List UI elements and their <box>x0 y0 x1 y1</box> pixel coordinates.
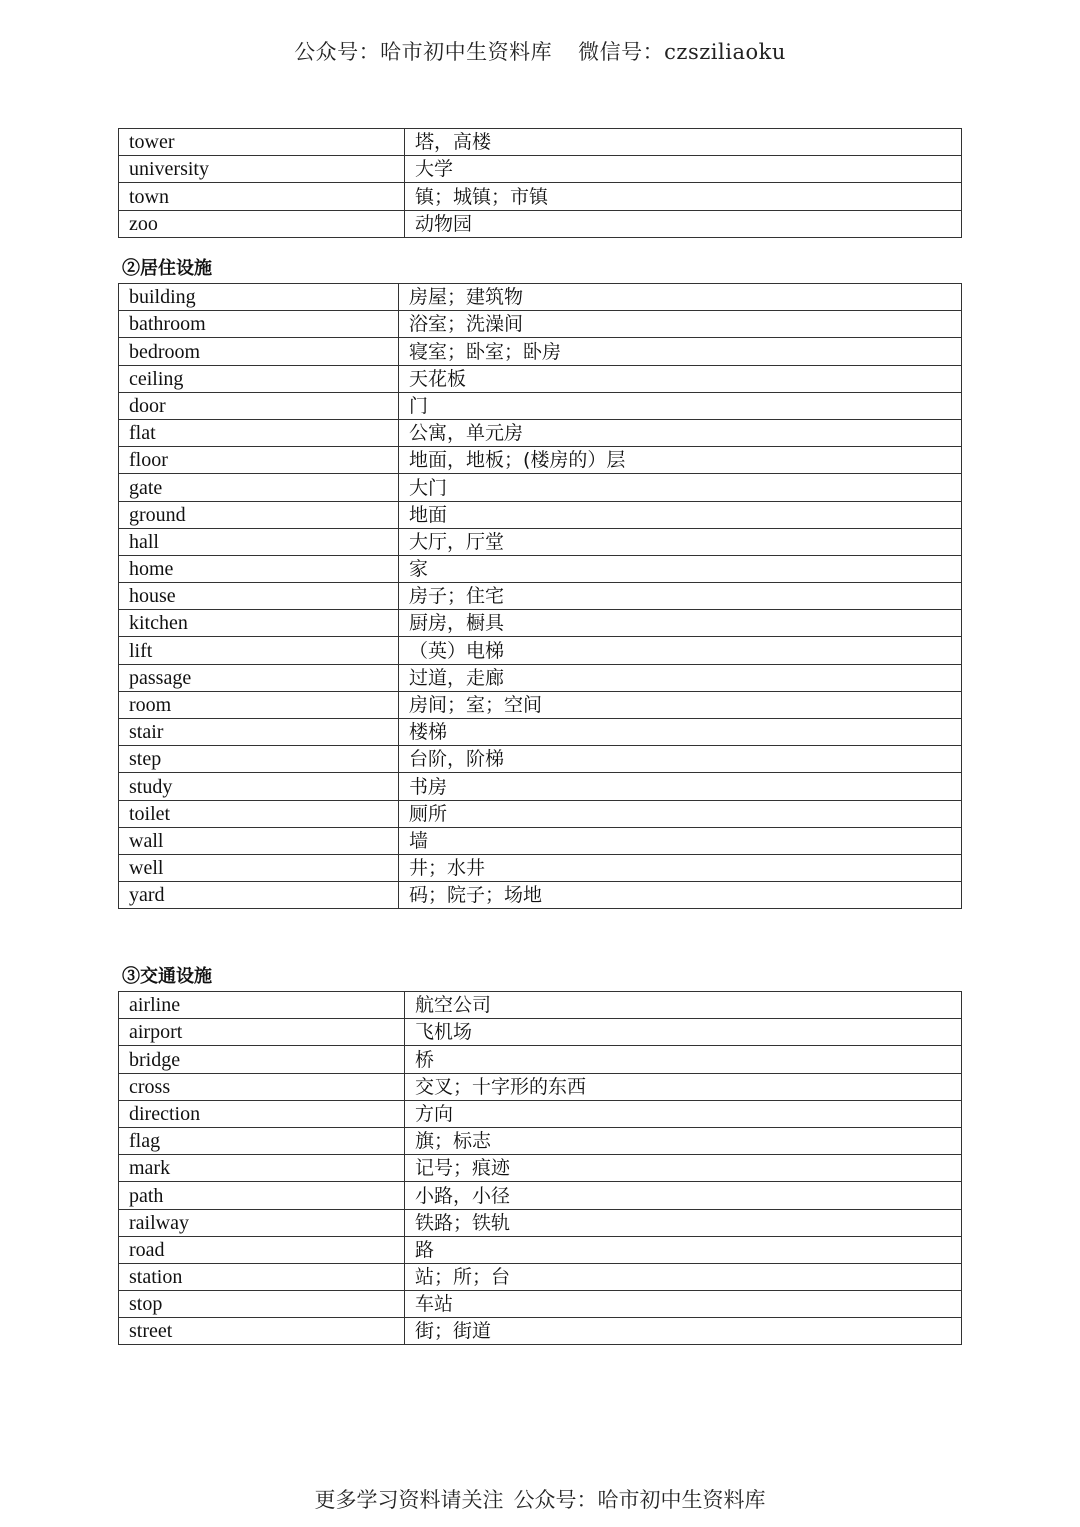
vocab-meaning: 门 <box>399 392 962 419</box>
vocab-word: kitchen <box>119 610 399 637</box>
vocab-row <box>119 129 962 156</box>
page-header <box>0 36 1080 66</box>
vocab-meaning: 交叉；十字形的东西 <box>405 1073 962 1100</box>
vocab-meaning: 浴室；洗澡间 <box>399 311 962 338</box>
vocab-word: station <box>119 1263 405 1290</box>
vocab-meaning: 房子；住宅 <box>399 583 962 610</box>
vocab-row <box>119 1155 962 1182</box>
vocab-row <box>119 1263 962 1290</box>
vocab-meaning: 房间；室；空间 <box>399 691 962 718</box>
vocab-row <box>119 1046 962 1073</box>
vocab-row <box>119 284 962 311</box>
vocab-row <box>119 1019 962 1046</box>
vocab-word: yard <box>119 882 399 909</box>
vocab-word: direction <box>119 1100 405 1127</box>
vocab-row <box>119 528 962 555</box>
vocab-meaning: 塔，高楼 <box>405 129 962 156</box>
vocab-meaning: 方向 <box>405 1100 962 1127</box>
vocab-meaning: 台阶，阶梯 <box>399 746 962 773</box>
section-title-housing: ②居住设施 <box>122 258 212 279</box>
vocab-meaning: 墙 <box>399 827 962 854</box>
footer-account-name: 公众号：哈市初中生资料库 <box>513 1488 766 1512</box>
vocab-meaning: 镇；城镇；市镇 <box>405 183 962 210</box>
vocab-row <box>119 664 962 691</box>
vocab-meaning: 厨房，橱具 <box>399 610 962 637</box>
vocab-word: stair <box>119 719 399 746</box>
vocab-row <box>119 583 962 610</box>
vocab-row <box>119 1318 962 1345</box>
vocab-word: well <box>119 854 399 881</box>
vocab-meaning: 家 <box>399 555 962 582</box>
vocab-row <box>119 311 962 338</box>
header-wechat-id: 微信号：czsziliaoku <box>578 40 786 64</box>
vocab-word: airline <box>119 992 405 1019</box>
vocab-meaning: 大门 <box>399 474 962 501</box>
vocab-row <box>119 746 962 773</box>
vocab-meaning: 楼梯 <box>399 719 962 746</box>
vocab-meaning: 车站 <box>405 1291 962 1318</box>
vocab-row <box>119 854 962 881</box>
vocab-table-places <box>118 128 962 238</box>
vocab-word: stop <box>119 1291 405 1318</box>
header-account-name: 公众号：哈市初中生资料库 <box>294 40 553 64</box>
vocab-row <box>119 719 962 746</box>
vocab-meaning: 小路，小径 <box>405 1182 962 1209</box>
vocab-word: flag <box>119 1127 405 1154</box>
vocab-word: airport <box>119 1019 405 1046</box>
vocab-word: study <box>119 773 399 800</box>
vocab-word: door <box>119 392 399 419</box>
vocab-meaning: 过道，走廊 <box>399 664 962 691</box>
vocab-meaning: 厕所 <box>399 800 962 827</box>
vocab-meaning: 飞机场 <box>405 1019 962 1046</box>
vocab-row <box>119 210 962 237</box>
vocab-word: mark <box>119 1155 405 1182</box>
vocab-meaning: 井；水井 <box>399 854 962 881</box>
vocab-meaning: 地面 <box>399 501 962 528</box>
vocab-row <box>119 637 962 664</box>
vocab-meaning: 码；院子；场地 <box>399 882 962 909</box>
vocab-table-housing <box>118 283 962 909</box>
vocab-word: step <box>119 746 399 773</box>
vocab-meaning: 街；街道 <box>405 1318 962 1345</box>
vocab-word: building <box>119 284 399 311</box>
vocab-word: gate <box>119 474 399 501</box>
vocab-row <box>119 992 962 1019</box>
vocab-row <box>119 610 962 637</box>
vocab-row <box>119 365 962 392</box>
vocab-word: home <box>119 555 399 582</box>
vocab-meaning: 航空公司 <box>405 992 962 1019</box>
vocab-meaning: 公寓，单元房 <box>399 419 962 446</box>
vocab-row <box>119 1073 962 1100</box>
vocab-meaning: 桥 <box>405 1046 962 1073</box>
vocab-row <box>119 1182 962 1209</box>
vocab-word: ceiling <box>119 365 399 392</box>
vocab-row <box>119 474 962 501</box>
vocab-row <box>119 1100 962 1127</box>
vocab-word: tower <box>119 129 405 156</box>
vocab-word: zoo <box>119 210 405 237</box>
vocab-word: railway <box>119 1209 405 1236</box>
vocab-word: bedroom <box>119 338 399 365</box>
vocab-meaning: （英）电梯 <box>399 637 962 664</box>
vocab-row <box>119 882 962 909</box>
vocab-meaning: 动物园 <box>405 210 962 237</box>
vocab-word: room <box>119 691 399 718</box>
vocab-row <box>119 419 962 446</box>
vocab-word: town <box>119 183 405 210</box>
vocab-meaning: 旗；标志 <box>405 1127 962 1154</box>
vocab-word: university <box>119 156 405 183</box>
vocab-table-transport <box>118 991 962 1345</box>
vocab-meaning: 地面，地板；(楼房的）层 <box>399 447 962 474</box>
vocab-word: house <box>119 583 399 610</box>
vocab-meaning: 大学 <box>405 156 962 183</box>
vocab-row <box>119 392 962 419</box>
vocab-meaning: 寝室；卧室；卧房 <box>399 338 962 365</box>
vocab-row <box>119 691 962 718</box>
vocab-row <box>119 501 962 528</box>
vocab-row <box>119 338 962 365</box>
vocab-word: path <box>119 1182 405 1209</box>
vocab-word: street <box>119 1318 405 1345</box>
vocab-word: wall <box>119 827 399 854</box>
vocab-row <box>119 1291 962 1318</box>
vocab-meaning: 书房 <box>399 773 962 800</box>
vocab-meaning: 站；所；台 <box>405 1263 962 1290</box>
footer-follow-text: 更多学习资料请关注 <box>314 1488 504 1512</box>
vocab-row <box>119 827 962 854</box>
page-footer <box>0 1484 1080 1514</box>
vocab-row <box>119 447 962 474</box>
vocab-row <box>119 1209 962 1236</box>
vocab-meaning: 天花板 <box>399 365 962 392</box>
vocab-meaning: 大厅，厅堂 <box>399 528 962 555</box>
vocab-word: toilet <box>119 800 399 827</box>
vocab-word: ground <box>119 501 399 528</box>
vocab-word: bathroom <box>119 311 399 338</box>
vocab-meaning: 铁路；铁轨 <box>405 1209 962 1236</box>
vocab-meaning: 记号；痕迹 <box>405 1155 962 1182</box>
vocab-row <box>119 1236 962 1263</box>
vocab-word: hall <box>119 528 399 555</box>
vocab-word: cross <box>119 1073 405 1100</box>
vocab-row <box>119 1127 962 1154</box>
vocab-row <box>119 156 962 183</box>
section-title-transport: ③交通设施 <box>122 966 212 987</box>
vocab-word: road <box>119 1236 405 1263</box>
vocab-row <box>119 555 962 582</box>
vocab-row <box>119 773 962 800</box>
vocab-word: lift <box>119 637 399 664</box>
vocab-row <box>119 800 962 827</box>
vocab-word: bridge <box>119 1046 405 1073</box>
vocab-word: floor <box>119 447 399 474</box>
vocab-meaning: 房屋；建筑物 <box>399 284 962 311</box>
vocab-meaning: 路 <box>405 1236 962 1263</box>
vocab-word: flat <box>119 419 399 446</box>
vocab-word: passage <box>119 664 399 691</box>
vocab-row <box>119 183 962 210</box>
